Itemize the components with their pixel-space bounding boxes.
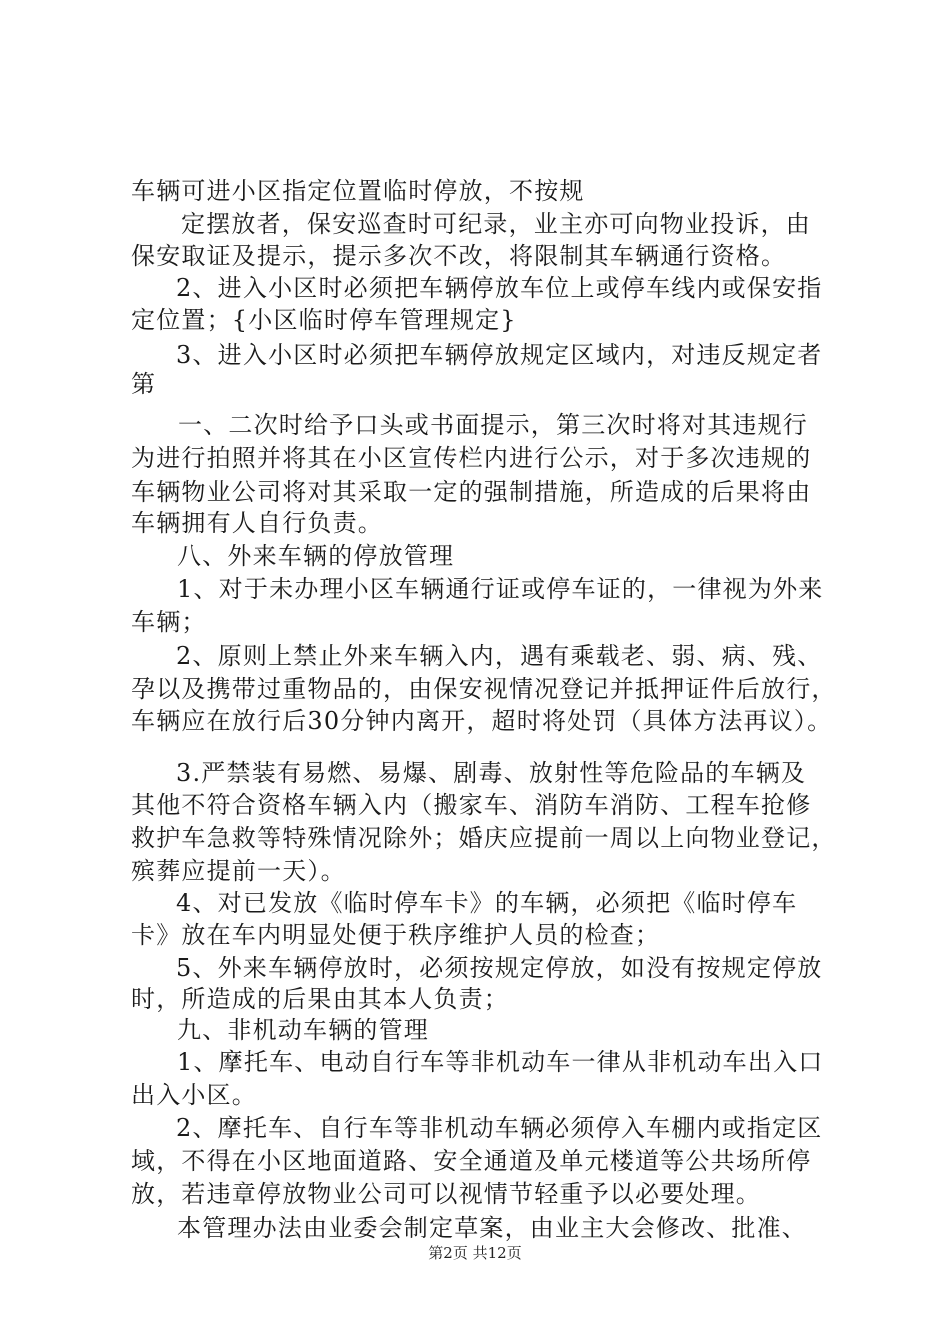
body-line: 保安取证及提示，提示多次不改，将限制其车辆通行资格。 [131,242,787,270]
body-line: 救护车急救等特殊情况除外；婚庆应提前一周以上向物业登记， [131,824,837,852]
body-line: 5、外来车辆停放时，必须按规定停放，如没有按规定停放 [176,954,823,982]
body-line: 定摆放者，保安巡查时可纪录，业主亦可向物业投诉，由 [181,210,811,238]
body-line: 3.严禁装有易燃、易爆、剧毒、放射性等危险品的车辆及 [176,759,807,787]
body-line: 第 [131,370,157,398]
body-line: 车辆； [131,608,207,636]
body-line: 2、摩托车、自行车等非机动车辆必须停入车棚内或指定区 [176,1114,823,1142]
body-line: 车辆物业公司将对其采取一定的强制措施，所造成的后果将由 [131,478,812,506]
page-number: 第2页 共12页 [428,1244,522,1262]
body-line: 4、对已发放《临时停车卡》的车辆，必须把《临时停车 [176,889,798,917]
body-line: 出入小区。 [131,1081,257,1109]
body-line: 车辆拥有人自行负责。 [131,509,383,537]
body-line: 2、原则上禁止外来车辆入内，遇有乘载老、弱、病、残、 [176,642,823,670]
body-line: 2、进入小区时必须把车辆停放车位上或停车线内或保安指 [176,274,823,302]
body-line: 3、进入小区时必须把车辆停放规定区域内，对违反规定者 [176,341,823,369]
body-line: 车辆应在放行后30分钟内离开，超时将处罚（具体方法再议）。 [131,707,833,735]
section-heading: 九、非机动车辆的管理 [177,1016,429,1044]
body-line: 卡》放在车内明显处便于秩序维护人员的检查； [131,921,661,949]
body-line: 1、对于未办理小区车辆通行证或停车证的，一律视为外来 [177,575,824,603]
body-line: 放，若违章停放物业公司可以视情节轻重予以必要处理。 [131,1180,761,1208]
body-line: 为进行拍照并将其在小区宣传栏内进行公示，对于多次违规的 [131,444,812,472]
body-line: 车辆可进小区指定位置临时停放，不按规 [131,177,585,205]
body-line: 殡葬应提前一天）。 [131,857,346,885]
body-line: 时，所造成的后果由其本人负责； [131,985,509,1013]
body-line: 孕以及携带过重物品的，由保安视情况登记并抵押证件后放行， [131,675,837,703]
section-heading: 八、外来车辆的停放管理 [177,542,455,570]
body-line: 定位置；{小区临时停车管理规定} [131,306,517,334]
body-line: 域，不得在小区地面道路、安全通道及单元楼道等公共场所停 [131,1147,812,1175]
body-line: 其他不符合资格车辆入内（搬家车、消防车消防、工程车抢修 [131,791,812,819]
body-line: 本管理办法由业委会制定草案，由业主大会修改、批准、 [177,1214,807,1242]
body-line: 一、二次时给予口头或书面提示，第三次时将对其违规行 [178,411,808,439]
body-line: 1、摩托车、电动自行车等非机动车一律从非机动车出入口 [177,1048,824,1076]
